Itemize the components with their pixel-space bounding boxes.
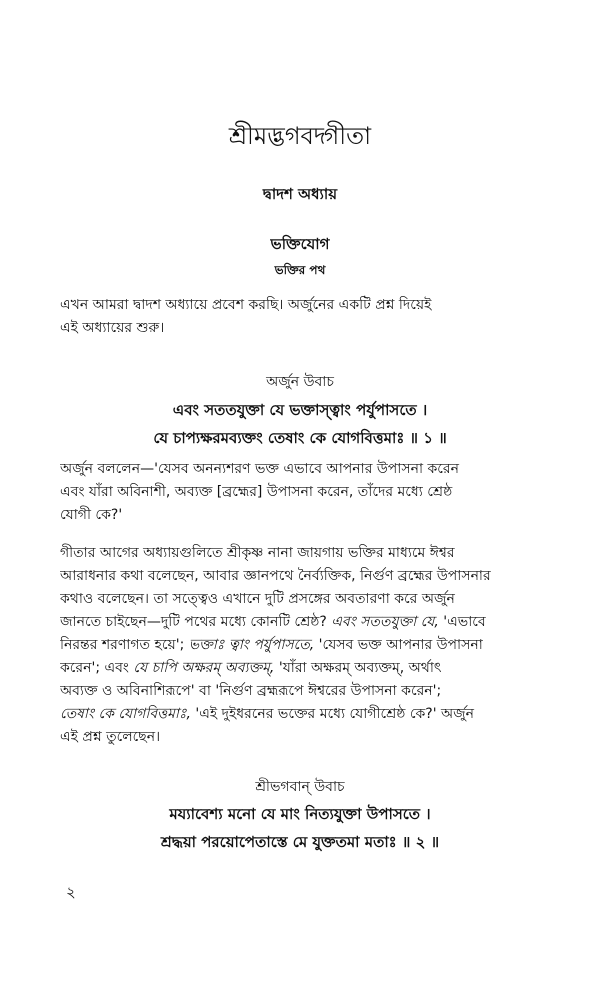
commentary-line [60, 611, 542, 634]
commentary-line [60, 703, 542, 726]
commentary-line: অব্যক্ত ও অবিনাশিরূপে' বা 'নির্গুণ ব্রহ্মরূপে ঈশ্বরের উপাসনা করেন'; [60, 683, 442, 699]
yoga-subtitle: ভক্তির পথ [274, 263, 326, 277]
commentary-line [60, 634, 542, 657]
commentary-text: নিরন্তর শরণাগত হয়ে'; [60, 637, 189, 653]
verse1-translation [60, 458, 542, 527]
intro-line: এই অধ্যায়ের শুরু। [60, 320, 165, 336]
verse1-line: যে চাপ্যক্ষরমব্যক্তং তেষাং কে যোগবিত্তমাঃ ॥ ১ ॥ [153, 429, 447, 447]
intro-line: এখন আমরা দ্বাদশ অধ্যায়ে প্রবেশ করছি। অর্জুনের একটি প্রশ্ন দিয়েই [60, 297, 432, 313]
yoga-title: ভক্তিযোগ [270, 235, 330, 253]
chapter-heading: দ্বাদশ অধ্যায় [262, 185, 338, 203]
commentary-text: 'যাঁরা অক্ষরম্ অব্যক্তম্, অর্থাৎ [274, 660, 442, 676]
intro-paragraph [60, 294, 542, 340]
commentary-line: কথাও বলেছেন। তা সত্ত্বেও এখানে দুটি প্রসঙ্গের অবতারণা করে অর্জুন [60, 591, 455, 607]
commentary-italic: তেষাং কে যোগবিত্তমাঃ, [60, 706, 191, 722]
translation-line: অর্জুন বললেন—'যেসব অনন্যশরণ ভক্ত এভাবে আপনার উপাসনা করেন [60, 461, 459, 477]
commentary-line: এই প্রশ্ন তুলেছেন। [60, 729, 161, 745]
commentary-paragraph [60, 542, 542, 749]
commentary-text: 'এই দুইধরনের ভক্তের মধ্যে যোগীশ্রেষ্ঠ কে?' অর্জুন [190, 706, 475, 722]
commentary-line: আরাধনার কথা বলেছেন, আবার জ্ঞানপথে নৈর্ব্যক্তিক, নির্গুণ ব্রহ্মের উপাসনার [60, 568, 491, 584]
commentary-text: 'এভাবে [438, 614, 486, 630]
commentary-text: 'যেসব ভক্ত আপনার উপাসনা [314, 637, 483, 653]
verse1-speaker: অর্জুন উবাচ [266, 374, 334, 390]
verse2-speaker: শ্রীভগবান্ উবাচ [255, 779, 345, 795]
verse1-line: এবং সততযুক্তা যে ভক্তাস্ত্বাং পর্যুপাসতে । [172, 401, 428, 419]
translation-line: যোগী কে?' [60, 507, 123, 523]
verse2-line: ময্যাবেশ্য মনো যে মাং নিত্যযুক্তা উপাসতে । [169, 805, 431, 823]
page-number: ২ [66, 883, 76, 901]
verse2-line: শ্রদ্ধয়া পরয়োপেতাস্তে মে যুক্ততমা মতাঃ ॥ ২ ॥ [160, 833, 440, 851]
commentary-italic: যে চাপি অক্ষরম্ অব্যক্তম্, [133, 660, 275, 676]
commentary-text: জানতে চাইছেন—দুটি পথের মধ্যে কোনটি শ্রেষ্ঠ? [60, 614, 332, 630]
commentary-italic: এবং সততযুক্তা যে, [331, 614, 439, 630]
translation-line: এবং যাঁরা অবিনাশী, অব্যক্ত [ব্রহ্মের] উপাসনা করেন, তাঁদের মধ্যে শ্রেষ্ঠ [60, 484, 453, 500]
book-title: শ্রীমদ্ভগবদ্গীতা [228, 122, 372, 150]
commentary-line: গীতার আগের অধ্যায়গুলিতে শ্রীকৃষ্ণ নানা জায়গায় ভক্তির মাধ্যমে ঈশ্বর [60, 545, 455, 561]
commentary-text: করেন'; এবং [60, 660, 134, 676]
commentary-line [60, 657, 542, 680]
commentary-italic: ভক্তাঃ ত্বাং পর্যুপাসতে, [188, 637, 315, 653]
